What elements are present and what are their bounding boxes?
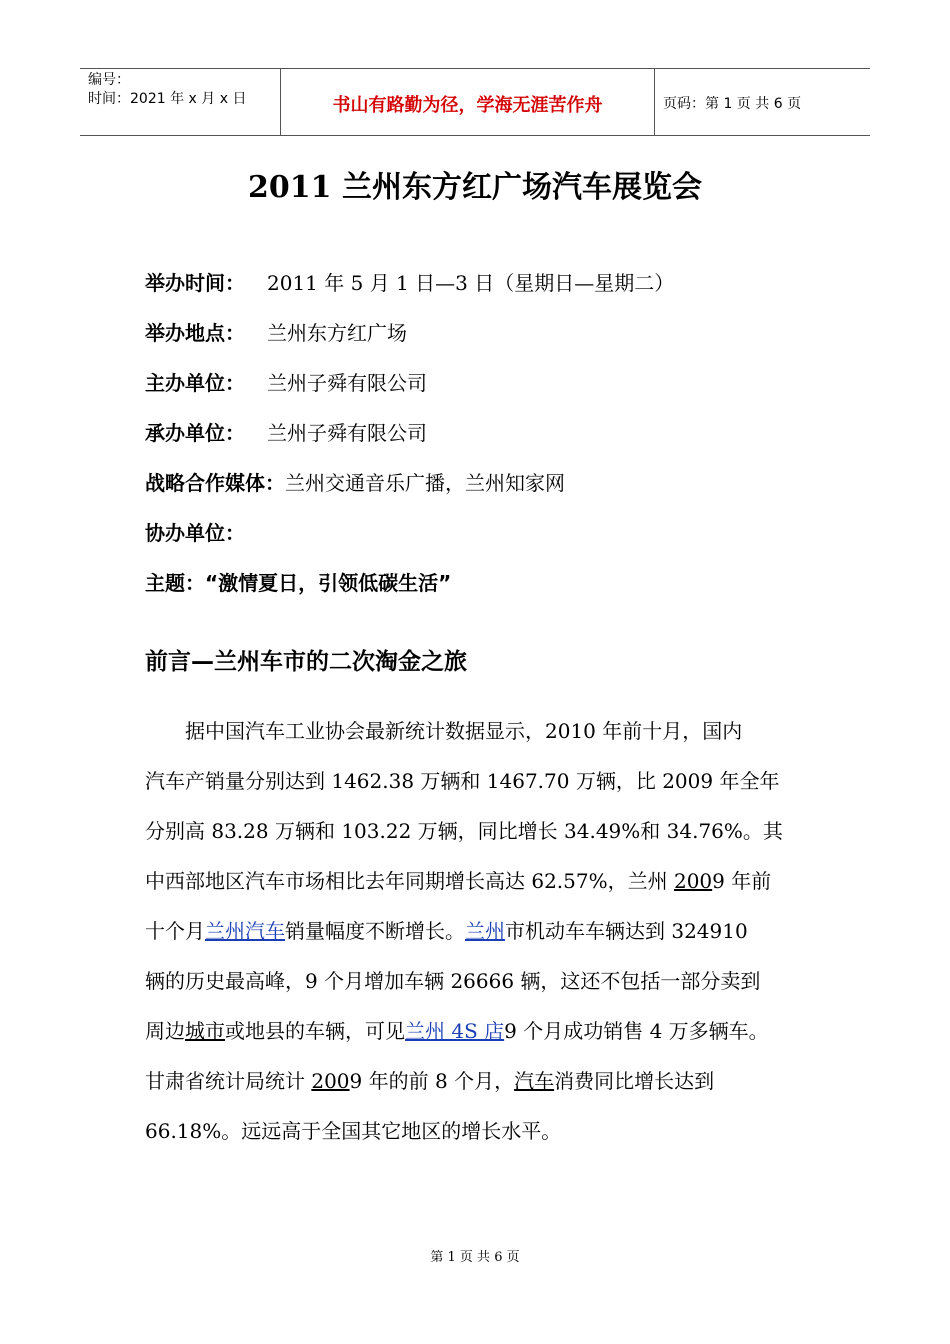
info-row-co (145, 518, 245, 548)
info-row-organizer (145, 418, 427, 448)
info-place-value: 兰州东方红广场 (267, 321, 407, 345)
header-motto: 书山有路勤为径，学海无涯苦作舟 (281, 69, 655, 135)
para-line-4-tail: 9 年前 (712, 869, 772, 893)
para-line-8-year: 200 (311, 1069, 350, 1093)
info-co-label: 协办单位： (145, 521, 245, 545)
page-footer: 第 1 页 共 6 页 (430, 1250, 520, 1265)
info-time-value: 2011 年 5 月 1 日—3 日（星期日—星期二） (267, 271, 675, 295)
para-line-3: 分别高 83.28 万辆和 103.22 万辆，同比增长 34.49%和 34.76%。其 (145, 819, 783, 843)
info-row-host (145, 368, 427, 398)
header-page-info: 页码：第 1 页 共 6 页 (663, 96, 802, 112)
para-line-8-tail: 消费同比增长达到 (554, 1069, 715, 1093)
header-left-cell (80, 69, 281, 135)
para-line-5-tail: 市机动车车辆达到 324910 (505, 919, 748, 943)
info-host-label: 主办单位： (145, 371, 245, 395)
link-lanzhou[interactable]: 兰州 (465, 919, 505, 943)
para-line-8-auto: 汽车 (514, 1069, 555, 1093)
para-line-5 (145, 916, 748, 946)
header-time: 时间：2021 年 x 月 x 日 (88, 91, 247, 107)
document-title: 2011 兰州东方红广场汽车展览会 (248, 170, 702, 205)
info-media-value: 兰州交通音乐广播，兰州知家网 (285, 471, 565, 495)
info-host-value: 兰州子舜有限公司 (267, 371, 427, 395)
para-line-2: 汽车产销量分别达到 1462.38 万辆和 1467.70 万辆，比 2009 年全年 (145, 769, 780, 793)
info-organizer-value: 兰州子舜有限公司 (267, 421, 427, 445)
info-place-label: 举办地点： (145, 321, 245, 345)
para-line-8-text: 甘肃省统计局统计 (145, 1069, 312, 1093)
info-row-theme (145, 568, 451, 598)
link-lanzhou-auto[interactable]: 兰州汽车 (205, 919, 285, 943)
para-line-7-mid: 或地县的车辆，可见 (225, 1019, 405, 1043)
info-row-place (145, 318, 407, 348)
section-title: 前言—兰州车市的二次淘金之旅 (145, 649, 467, 675)
para-line-7 (145, 1016, 769, 1046)
header-table (80, 68, 870, 136)
info-organizer-label: 承办单位： (145, 421, 245, 445)
header-number: 编号： (88, 72, 130, 88)
para-line-7-text: 周边 (145, 1019, 185, 1043)
para-line-1: 据中国汽车工业协会最新统计数据显示，2010 年前十月，国内 (185, 719, 743, 743)
info-row-time (145, 268, 674, 298)
para-line-4 (145, 866, 771, 896)
para-line-4-underline: 200 (673, 869, 713, 893)
para-line-8-mid: 9 年的前 8 个月， (349, 1069, 515, 1093)
para-line-5-mid: 销量幅度不断增长。 (285, 919, 465, 943)
info-theme: 主题：“激情夏日，引领低碳生活” (145, 571, 452, 595)
info-media-label: 战略合作媒体： (145, 471, 285, 495)
link-lanzhou-4s[interactable]: 兰州 4S 店 (405, 1019, 505, 1043)
info-time-label: 举办时间： (145, 271, 245, 295)
para-line-7-tail: 9 个月成功销售 4 万多辆车。 (504, 1019, 769, 1043)
para-line-6: 辆的历史最高峰，9 个月增加车辆 26666 辆，这还不包括一部分卖到 (145, 969, 761, 993)
para-line-4-text: 中西部地区汽车市场相比去年同期增长高达 62.57%，兰州 (145, 869, 674, 893)
para-line-9: 66.18%。远远高于全国其它地区的增长水平。 (145, 1119, 562, 1143)
para-line-8 (145, 1066, 714, 1096)
para-line-7-city: 城市 (185, 1019, 225, 1043)
info-row-media (145, 468, 565, 498)
para-line-5-text: 十个月 (145, 919, 205, 943)
